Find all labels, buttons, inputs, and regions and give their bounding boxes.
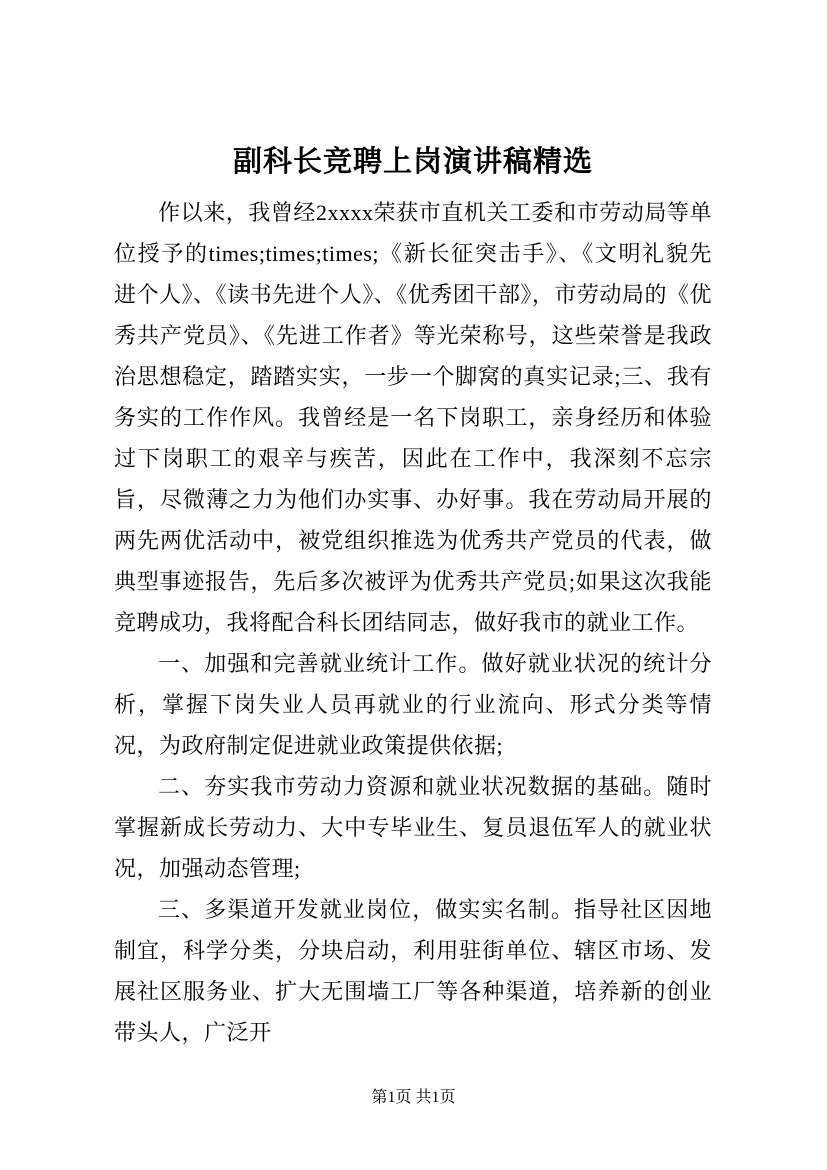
page-number-footer: 第1页 共1页	[371, 1089, 456, 1106]
document-title: 副科长竞聘上岗演讲稿精选	[232, 146, 593, 178]
paragraph: 三、多渠道开发就业岗位，做实实名制。指导社区因地制宜，科学分类，分块启动，利用驻街单位、辖区市场、发展社区服务业、扩大无围墙工厂等各种渠道，培养新的创业带头人，广泛开	[114, 897, 712, 1045]
document-body	[114, 192, 712, 1053]
paragraph: 作以来，我曾经2xxxx荣获市直机关工委和市劳动局等单位授予的times;times;times;《新长征突击手》、《文明礼貌先进个人》、《读书先进个人》、《优秀团干部》，市劳动局的《优秀共产党员》、《先进工作者》等光荣称号，这些荣誉是我政治思想稳定，踏踏实实，一步一个脚窝的真实记录;三、我有务实的工作作风。我曾经是一名下岗职工，亲身经历和体验过下岗职工的艰辛与疾苦，因此在工作中，我深刻不忘宗旨，尽微薄之力为他们办实事、办好事。我在劳动局开展的两先两优活动中，被党组织推选为优秀共产党员的代表，做典型事迹报告，先后多次被评为优秀共产党员;如果这次我能竞聘成功，我将配合科长团结同志，做好我市的就业工作。	[114, 200, 712, 635]
paragraph: 一、加强和完善就业统计工作。做好就业状况的统计分析，掌握下岗失业人员再就业的行业流向、形式分类等情况，为政府制定促进就业政策提供依据;	[114, 651, 712, 758]
paragraph: 二、夯实我市劳动力资源和就业状况数据的基础。随时掌握新成长劳动力、大中专毕业生、复员退伍军人的就业状况，加强动态管理;	[114, 774, 712, 881]
